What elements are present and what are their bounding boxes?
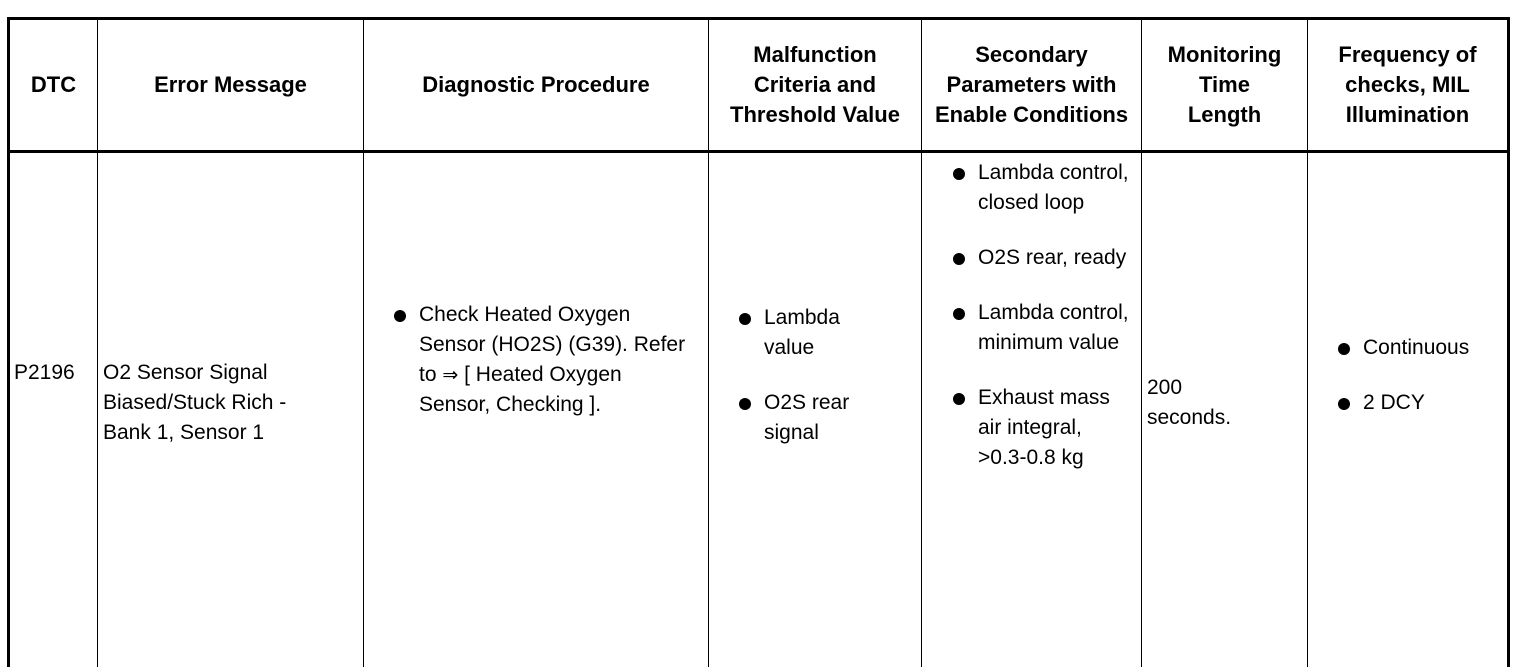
bullet-icon — [1338, 343, 1350, 355]
error-message-text: O2 Sensor Signal Biased/Stuck Rich - Bank 1, Sensor 1 — [103, 361, 286, 444]
header-malfunction-criteria: Malfunction Criteria and Threshold Value — [709, 19, 922, 152]
bullet-icon — [953, 253, 965, 265]
header-error-message: Error Message — [98, 19, 364, 152]
bullet-icon — [953, 168, 965, 180]
malfunction-criteria-item: O2S rear signal — [729, 388, 881, 448]
bullet-icon — [394, 310, 406, 322]
procedure-text: Check Heated Oxygen Sensor (HO2S) (G39). Refer to — [419, 303, 685, 386]
bullet-icon — [739, 313, 751, 325]
header-dtc: DTC — [9, 19, 98, 152]
header-secondary-parameters: Secondary Parameters with Enable Conditions — [922, 19, 1142, 152]
procedure-item — [384, 300, 688, 420]
frequency-item: Continuous — [1328, 333, 1501, 363]
cell-dtc — [9, 152, 98, 667]
arrow-right-icon: ⇒ — [442, 364, 458, 386]
monitoring-time-text: 200 seconds. — [1147, 376, 1231, 429]
cell-diagnostic-procedure — [364, 152, 709, 667]
dtc-table — [7, 17, 1510, 667]
cell-monitoring-time — [1142, 152, 1308, 667]
cell-error-message — [98, 152, 364, 667]
bullet-icon — [1338, 398, 1350, 410]
header-frequency: Frequency of checks, MIL Illumination — [1308, 19, 1509, 152]
header-row — [9, 19, 1509, 152]
frequency-item: 2 DCY — [1328, 388, 1501, 418]
table-row — [9, 152, 1509, 667]
cell-secondary-parameters — [922, 152, 1142, 667]
bullet-icon — [739, 398, 751, 410]
malfunction-criteria-item: Lambda value — [729, 303, 881, 363]
secondary-parameter-item: Lambda control, closed loop — [943, 158, 1135, 218]
secondary-parameter-item: Exhaust mass air integral, >0.3-0.8 kg — [943, 383, 1135, 473]
header-diagnostic-procedure: Diagnostic Procedure — [364, 19, 709, 152]
bullet-icon — [953, 308, 965, 320]
cell-malfunction-criteria — [709, 152, 922, 667]
secondary-parameter-item: Lambda control, minimum value — [943, 298, 1135, 358]
procedure-reference-link[interactable]: [ Heated Oxygen Sensor, Checking ]. — [419, 363, 622, 416]
header-monitoring-time: Monitoring Time Length — [1142, 19, 1308, 152]
dtc-code: P2196 — [14, 361, 75, 384]
cell-frequency — [1308, 152, 1509, 667]
bullet-icon — [953, 393, 965, 405]
secondary-parameter-item: O2S rear, ready — [943, 243, 1135, 273]
